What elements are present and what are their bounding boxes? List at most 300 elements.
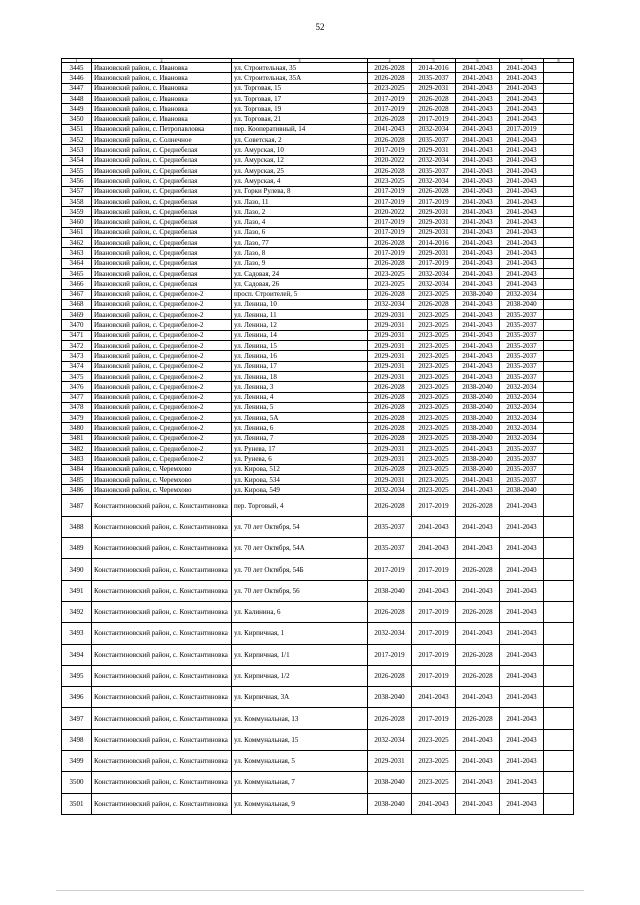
header-cell: 6: [456, 59, 500, 63]
period-cell-5: 2023-2025: [412, 729, 456, 750]
row-number-cell: 3445: [62, 63, 92, 73]
locality-cell: Ивановский район, с. Среднебелая: [92, 165, 232, 175]
address-cell: пер. Торговый, 4: [232, 495, 368, 516]
period-cell-6: 2038-2040: [456, 423, 500, 433]
period-cell-6: 2041-2043: [456, 538, 500, 559]
period-cell-7: 2041-2043: [500, 207, 544, 217]
period-cell-4: 2026-2028: [368, 135, 412, 145]
address-cell: ул. Советская, 2: [232, 135, 368, 145]
address-cell: ул. 70 лет Октября, 54: [232, 516, 368, 537]
note-cell: [544, 580, 574, 601]
locality-cell: Ивановский район, с. Среднебелое-2: [92, 320, 232, 330]
note-cell: [544, 793, 574, 814]
address-cell: ул. Строительная, 35А: [232, 73, 368, 83]
period-cell-4: 2017-2019: [368, 104, 412, 114]
period-cell-5: 2023-2025: [412, 443, 456, 453]
note-cell: [544, 601, 574, 622]
address-cell: ул. Ленина, 10: [232, 299, 368, 309]
note-cell: [544, 485, 574, 495]
period-cell-5: 2026-2028: [412, 93, 456, 103]
period-cell-6: 2041-2043: [456, 227, 500, 237]
table-row: [62, 495, 574, 516]
row-number-cell: 3490: [62, 559, 92, 580]
period-cell-4: 2029-2031: [368, 341, 412, 351]
row-number-cell: 3483: [62, 454, 92, 464]
note-cell: [544, 196, 574, 206]
period-cell-6: 2026-2028: [456, 708, 500, 729]
locality-cell: Ивановский район, с. Среднебелая: [92, 186, 232, 196]
period-cell-7: 2041-2043: [500, 268, 544, 278]
address-cell: ул. Лазо, 9: [232, 258, 368, 268]
note-cell: [544, 687, 574, 708]
locality-cell: Ивановский район, с. Ивановка: [92, 114, 232, 124]
period-cell-4: 2032-2034: [368, 485, 412, 495]
locality-cell: Ивановский район, с. Среднебелая: [92, 248, 232, 258]
address-cell: ул. 70 лет Октября, 54Б: [232, 559, 368, 580]
row-number-cell: 3449: [62, 104, 92, 114]
period-cell-4: 2023-2025: [368, 176, 412, 186]
period-cell-6: 2041-2043: [456, 63, 500, 73]
locality-cell: Ивановский район, с. Среднебелое-2: [92, 382, 232, 392]
period-cell-7: 2041-2043: [500, 227, 544, 237]
period-cell-5: 2035-2037: [412, 135, 456, 145]
locality-cell: Ивановский район, с. Среднебелая: [92, 207, 232, 217]
note-cell: [544, 248, 574, 258]
row-number-cell: 3468: [62, 299, 92, 309]
period-cell-7: 2041-2043: [500, 63, 544, 73]
period-cell-6: 2041-2043: [456, 248, 500, 258]
locality-cell: Ивановский район, с. Среднебелая: [92, 227, 232, 237]
row-number-cell: 3495: [62, 665, 92, 686]
period-cell-5: 2023-2025: [412, 361, 456, 371]
period-cell-7: 2041-2043: [500, 104, 544, 114]
locality-cell: Ивановский район, с. Среднебелое-2: [92, 310, 232, 320]
period-cell-5: 2023-2025: [412, 351, 456, 361]
note-cell: [544, 330, 574, 340]
locality-cell: Константиновский район, с. Константиновка: [92, 751, 232, 772]
period-cell-7: 2041-2043: [500, 155, 544, 165]
locality-cell: Константиновский район, с. Константиновка: [92, 601, 232, 622]
period-cell-6: 2041-2043: [456, 207, 500, 217]
note-cell: [544, 538, 574, 559]
address-cell: ул. Ленина, 15: [232, 341, 368, 351]
row-number-cell: 3473: [62, 351, 92, 361]
period-cell-5: 2023-2025: [412, 413, 456, 423]
period-cell-4: 2029-2031: [368, 474, 412, 484]
header-cell: 1: [62, 59, 92, 63]
note-cell: [544, 495, 574, 516]
period-cell-5: 2023-2025: [412, 382, 456, 392]
locality-cell: Ивановский район, с. Среднебелая: [92, 238, 232, 248]
table-row: [62, 601, 574, 622]
period-cell-4: 2026-2028: [368, 464, 412, 474]
row-number-cell: 3492: [62, 601, 92, 622]
row-number-cell: 3472: [62, 341, 92, 351]
header-cell: 5: [412, 59, 456, 63]
address-cell: ул. Рунева, 6: [232, 454, 368, 464]
locality-cell: Ивановский район, с. Среднебелая: [92, 196, 232, 206]
period-cell-4: 2029-2031: [368, 443, 412, 453]
period-cell-7: 2038-2040: [500, 485, 544, 495]
period-cell-4: 2017-2019: [368, 145, 412, 155]
address-cell: пер. Кооперативный, 14: [232, 124, 368, 134]
address-cell: ул. Ленина, 4: [232, 392, 368, 402]
row-number-cell: 3450: [62, 114, 92, 124]
row-number-cell: 3482: [62, 443, 92, 453]
period-cell-6: 2041-2043: [456, 341, 500, 351]
locality-cell: Ивановский район, с. Среднебелая: [92, 155, 232, 165]
address-cell: ул. Лазо, 11: [232, 196, 368, 206]
locality-cell: Ивановский район, с. Среднебелая: [92, 268, 232, 278]
locality-cell: Ивановский район, с. Черемхово: [92, 464, 232, 474]
address-cell: ул. 70 лет Октября, 56: [232, 580, 368, 601]
table-row: [62, 330, 574, 340]
period-cell-4: 2026-2028: [368, 433, 412, 443]
address-cell: ул. 70 лет Октября, 54А: [232, 538, 368, 559]
locality-cell: Ивановский район, с. Ивановка: [92, 73, 232, 83]
row-number-cell: 3464: [62, 258, 92, 268]
period-cell-5: 2023-2025: [412, 454, 456, 464]
period-cell-7: 2041-2043: [500, 135, 544, 145]
bottom-rule: [56, 890, 584, 891]
period-cell-4: 2026-2028: [368, 73, 412, 83]
note-cell: [544, 402, 574, 412]
period-cell-7: 2035-2037: [500, 474, 544, 484]
period-cell-5: 2032-2034: [412, 124, 456, 134]
note-cell: [544, 351, 574, 361]
period-cell-7: 2035-2037: [500, 310, 544, 320]
period-cell-5: 2014-2016: [412, 238, 456, 248]
address-cell: ул. Лазо, 6: [232, 227, 368, 237]
period-cell-7: 2035-2037: [500, 371, 544, 381]
row-number-cell: 3447: [62, 83, 92, 93]
address-cell: ул. Ленина, 14: [232, 330, 368, 340]
note-cell: [544, 382, 574, 392]
row-number-cell: 3456: [62, 176, 92, 186]
table-row: [62, 124, 574, 134]
period-cell-6: 2026-2028: [456, 601, 500, 622]
table-row: [62, 73, 574, 83]
locality-cell: Ивановский район, с. Черемхово: [92, 485, 232, 495]
period-cell-5: 2017-2019: [412, 559, 456, 580]
address-cell: ул. Ленина, 18: [232, 371, 368, 381]
period-cell-5: 2041-2043: [412, 580, 456, 601]
table-row: [62, 623, 574, 644]
period-cell-5: 2023-2025: [412, 330, 456, 340]
period-cell-5: 2023-2025: [412, 485, 456, 495]
period-cell-5: 2026-2028: [412, 104, 456, 114]
period-cell-7: 2041-2043: [500, 238, 544, 248]
period-cell-6: 2041-2043: [456, 623, 500, 644]
period-cell-4: 2023-2025: [368, 83, 412, 93]
period-cell-7: 2041-2043: [500, 114, 544, 124]
table-row: [62, 392, 574, 402]
row-number-cell: 3481: [62, 433, 92, 443]
period-cell-6: 2041-2043: [456, 687, 500, 708]
locality-cell: Константиновский район, с. Константиновка: [92, 729, 232, 750]
address-cell: ул. Ленина, 17: [232, 361, 368, 371]
address-cell: ул. Ленина, 7: [232, 433, 368, 443]
note-cell: [544, 238, 574, 248]
period-cell-7: 2041-2043: [500, 93, 544, 103]
note-cell: [544, 559, 574, 580]
locality-cell: Ивановский район, с. Ивановка: [92, 104, 232, 114]
period-cell-6: 2041-2043: [456, 217, 500, 227]
note-cell: [544, 176, 574, 186]
locality-cell: Ивановский район, с. Среднебелое-2: [92, 443, 232, 453]
period-cell-6: 2038-2040: [456, 289, 500, 299]
row-number-cell: 3469: [62, 310, 92, 320]
address-cell: ул. Торговая, 21: [232, 114, 368, 124]
period-cell-7: 2035-2037: [500, 361, 544, 371]
period-cell-5: 2023-2025: [412, 289, 456, 299]
period-cell-4: 2029-2031: [368, 361, 412, 371]
period-cell-6: 2041-2043: [456, 83, 500, 93]
table-row: [62, 227, 574, 237]
locality-cell: Ивановский район, с. Петропавловка: [92, 124, 232, 134]
period-cell-4: 2026-2028: [368, 402, 412, 412]
row-number-cell: 3500: [62, 772, 92, 793]
table-row: [62, 165, 574, 175]
period-cell-7: 2032-2034: [500, 402, 544, 412]
address-cell: ул. Лазо, 8: [232, 248, 368, 258]
row-number-cell: 3494: [62, 644, 92, 665]
locality-cell: Константиновский район, с. Константиновка: [92, 516, 232, 537]
table-row: [62, 279, 574, 289]
note-cell: [544, 299, 574, 309]
locality-cell: Ивановский район, с. Черемхово: [92, 474, 232, 484]
period-cell-7: 2017-2019: [500, 124, 544, 134]
period-cell-5: 2023-2025: [412, 392, 456, 402]
period-cell-6: 2041-2043: [456, 351, 500, 361]
note-cell: [544, 729, 574, 750]
period-cell-7: 2041-2043: [500, 665, 544, 686]
table-row: [62, 402, 574, 412]
locality-cell: Ивановский район, с. Среднебелая: [92, 176, 232, 186]
period-cell-6: 2041-2043: [456, 73, 500, 83]
period-cell-5: 2023-2025: [412, 402, 456, 412]
row-number-cell: 3491: [62, 580, 92, 601]
period-cell-6: 2041-2043: [456, 279, 500, 289]
row-number-cell: 3454: [62, 155, 92, 165]
row-number-cell: 3463: [62, 248, 92, 258]
note-cell: [544, 751, 574, 772]
period-cell-5: 2023-2025: [412, 464, 456, 474]
note-cell: [544, 371, 574, 381]
address-cell: ул. Садовая, 26: [232, 279, 368, 289]
note-cell: [544, 320, 574, 330]
period-cell-6: 2041-2043: [456, 104, 500, 114]
table-row: [62, 310, 574, 320]
period-cell-7: 2041-2043: [500, 495, 544, 516]
period-cell-5: 2017-2019: [412, 495, 456, 516]
row-number-cell: 3478: [62, 402, 92, 412]
period-cell-6: 2041-2043: [456, 145, 500, 155]
period-cell-6: 2041-2043: [456, 165, 500, 175]
note-cell: [544, 186, 574, 196]
period-cell-4: 2026-2028: [368, 423, 412, 433]
address-cell: ул. Кирпичная, 3А: [232, 687, 368, 708]
period-cell-7: 2041-2043: [500, 196, 544, 206]
address-cell: ул. Ленина, 3: [232, 382, 368, 392]
locality-cell: Ивановский район, с. Среднебелая: [92, 145, 232, 155]
period-cell-5: 2023-2025: [412, 371, 456, 381]
header-cell: 2: [92, 59, 232, 63]
locality-cell: Ивановский район, с. Среднебелое-2: [92, 289, 232, 299]
table-row: [62, 135, 574, 145]
locality-cell: Константиновский район, с. Константиновка: [92, 623, 232, 644]
period-cell-4: 2029-2031: [368, 351, 412, 361]
note-cell: [544, 433, 574, 443]
table-row: [62, 341, 574, 351]
table-row: [62, 248, 574, 258]
note-cell: [544, 73, 574, 83]
note-cell: [544, 644, 574, 665]
period-cell-7: 2041-2043: [500, 165, 544, 175]
period-cell-6: 2041-2043: [456, 443, 500, 453]
period-cell-4: 2035-2037: [368, 538, 412, 559]
locality-cell: Константиновский район, с. Константиновка: [92, 665, 232, 686]
address-cell: ул. Кирпичная, 1/2: [232, 665, 368, 686]
note-cell: [544, 207, 574, 217]
period-cell-4: 2023-2025: [368, 268, 412, 278]
locality-cell: Ивановский район, с. Среднебелое-2: [92, 371, 232, 381]
table-row: [62, 559, 574, 580]
period-cell-5: 2023-2025: [412, 433, 456, 443]
period-cell-6: 2041-2043: [456, 516, 500, 537]
period-cell-4: 2026-2028: [368, 665, 412, 686]
address-cell: ул. Амурская, 25: [232, 165, 368, 175]
table-row: [62, 516, 574, 537]
locality-cell: Константиновский район, с. Константиновка: [92, 772, 232, 793]
period-cell-4: 2017-2019: [368, 644, 412, 665]
note-cell: [544, 665, 574, 686]
period-cell-6: 2038-2040: [456, 392, 500, 402]
address-cell: ул. Коммунальная, 13: [232, 708, 368, 729]
locality-cell: Ивановский район, с. Среднебелое-2: [92, 413, 232, 423]
period-cell-7: 2041-2043: [500, 73, 544, 83]
period-cell-4: 2026-2028: [368, 601, 412, 622]
period-cell-7: 2032-2034: [500, 392, 544, 402]
header-cell: 7: [500, 59, 544, 63]
period-cell-4: 2029-2031: [368, 310, 412, 320]
period-cell-6: 2026-2028: [456, 665, 500, 686]
period-cell-6: 2038-2040: [456, 402, 500, 412]
period-cell-6: 2041-2043: [456, 310, 500, 320]
period-cell-5: 2029-2031: [412, 217, 456, 227]
register-table: [61, 58, 574, 815]
period-cell-6: 2041-2043: [456, 474, 500, 484]
period-cell-7: 2041-2043: [500, 559, 544, 580]
period-cell-6: 2041-2043: [456, 330, 500, 340]
locality-cell: Константиновский район, с. Константиновка: [92, 644, 232, 665]
row-number-cell: 3501: [62, 793, 92, 814]
row-number-cell: 3474: [62, 361, 92, 371]
period-cell-7: 2041-2043: [500, 687, 544, 708]
table-row: [62, 104, 574, 114]
table-row: [62, 186, 574, 196]
note-cell: [544, 361, 574, 371]
period-cell-4: 2017-2019: [368, 196, 412, 206]
locality-cell: Ивановский район, с. Среднебелое-2: [92, 341, 232, 351]
row-number-cell: 3476: [62, 382, 92, 392]
table-row: [62, 751, 574, 772]
period-cell-4: 2029-2031: [368, 454, 412, 464]
locality-cell: Ивановский район, с. Среднебелое-2: [92, 330, 232, 340]
period-cell-5: 2041-2043: [412, 687, 456, 708]
period-cell-5: 2014-2016: [412, 63, 456, 73]
note-cell: [544, 124, 574, 134]
period-cell-4: 2035-2037: [368, 516, 412, 537]
table-row: [62, 114, 574, 124]
period-cell-7: 2035-2037: [500, 341, 544, 351]
row-number-cell: 3457: [62, 186, 92, 196]
period-cell-4: 2026-2028: [368, 258, 412, 268]
period-cell-6: 2038-2040: [456, 413, 500, 423]
address-cell: ул. Кирова, 549: [232, 485, 368, 495]
row-number-cell: 3477: [62, 392, 92, 402]
period-cell-6: 2041-2043: [456, 751, 500, 772]
address-cell: ул. Коммунальная, 9: [232, 793, 368, 814]
note-cell: [544, 443, 574, 453]
period-cell-7: 2032-2034: [500, 413, 544, 423]
period-cell-4: 2032-2034: [368, 299, 412, 309]
period-cell-4: 2026-2028: [368, 114, 412, 124]
period-cell-6: 2041-2043: [456, 176, 500, 186]
note-cell: [544, 310, 574, 320]
period-cell-4: 2029-2031: [368, 751, 412, 772]
address-cell: ул. Торговая, 17: [232, 93, 368, 103]
table-row: [62, 299, 574, 309]
period-cell-5: 2032-2034: [412, 279, 456, 289]
period-cell-4: 2026-2028: [368, 165, 412, 175]
period-cell-7: 2041-2043: [500, 729, 544, 750]
period-cell-7: 2035-2037: [500, 351, 544, 361]
note-cell: [544, 104, 574, 114]
row-number-cell: 3479: [62, 413, 92, 423]
row-number-cell: 3487: [62, 495, 92, 516]
period-cell-5: 2029-2031: [412, 145, 456, 155]
period-cell-6: 2041-2043: [456, 135, 500, 145]
period-cell-7: 2041-2043: [500, 793, 544, 814]
row-number-cell: 3448: [62, 93, 92, 103]
table-row: [62, 772, 574, 793]
table-row: [62, 580, 574, 601]
row-number-cell: 3484: [62, 464, 92, 474]
table-row: [62, 729, 574, 750]
period-cell-7: 2041-2043: [500, 644, 544, 665]
table-row: [62, 63, 574, 73]
period-cell-6: 2038-2040: [456, 433, 500, 443]
address-cell: ул. Строительная, 35: [232, 63, 368, 73]
period-cell-4: 2026-2028: [368, 63, 412, 73]
note-cell: [544, 165, 574, 175]
period-cell-5: 2023-2025: [412, 423, 456, 433]
table-row: [62, 708, 574, 729]
period-cell-6: 2041-2043: [456, 299, 500, 309]
table-row: [62, 665, 574, 686]
row-number-cell: 3497: [62, 708, 92, 729]
period-cell-7: 2041-2043: [500, 708, 544, 729]
row-number-cell: 3455: [62, 165, 92, 175]
locality-cell: Константиновский район, с. Константиновка: [92, 538, 232, 559]
address-cell: ул. Лазо, 2: [232, 207, 368, 217]
period-cell-7: 2032-2034: [500, 423, 544, 433]
row-number-cell: 3465: [62, 268, 92, 278]
address-cell: просп. Строителей, 5: [232, 289, 368, 299]
table-row: [62, 176, 574, 186]
locality-cell: Ивановский район, с. Среднебелая: [92, 279, 232, 289]
